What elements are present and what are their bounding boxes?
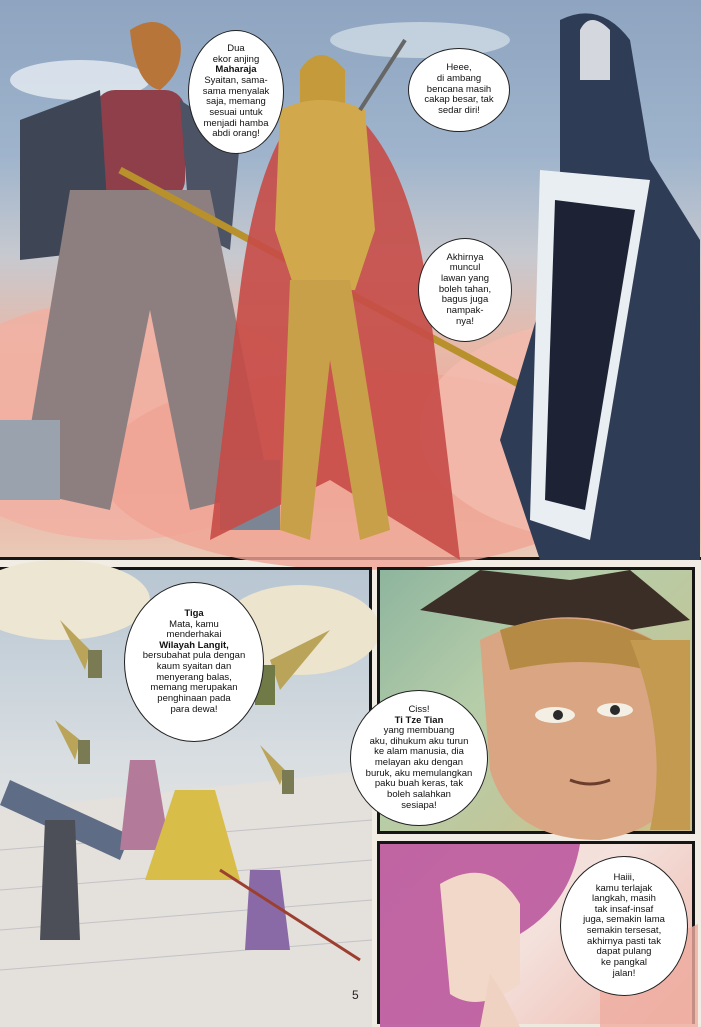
bubble-1-line-9: abdi orang! bbox=[212, 128, 260, 140]
bubble-4-line-3: menderhakai bbox=[166, 629, 222, 641]
speech-bubble-2 bbox=[408, 48, 510, 132]
bubble-5-line-5: ke alam manusia, dia bbox=[374, 746, 464, 758]
bubble-4-line-10: para dewa! bbox=[170, 703, 218, 715]
bubble-2-line-3: bencana masih bbox=[426, 83, 492, 95]
bubble-5-line-7: buruk, aku memulangkan bbox=[365, 767, 473, 779]
bubble-6-line-1: Haiii, bbox=[613, 871, 635, 883]
bubble-6-line-8: dapat pulang bbox=[596, 946, 652, 958]
bubble-4-line-2: Mata, kamu bbox=[169, 618, 219, 630]
bubble-6-line-9: ke pangkal bbox=[601, 956, 647, 968]
bubble-6-line-6: semakin tersesat, bbox=[586, 925, 662, 936]
bubble-2-line-5: sedar diri! bbox=[438, 104, 480, 116]
bubble-3-line-6: nampak- bbox=[446, 304, 484, 316]
bubble-5-line-4: aku, dihukum aku turun bbox=[369, 735, 469, 747]
bubble-3-line-4: boleh tahan, bbox=[438, 283, 492, 295]
speech-bubble-4 bbox=[124, 582, 264, 742]
bubble-1-line-3: Maharaja bbox=[215, 64, 257, 76]
bubble-1-line-6: saja, memang bbox=[206, 96, 266, 108]
bubble-1-line-1: Dua bbox=[227, 43, 245, 55]
bubble-6-line-3: langkah, masih bbox=[592, 893, 656, 905]
bubble-4-line-4: Wilayah Langit, bbox=[159, 639, 229, 651]
bubble-1-line-2: ekor anjing bbox=[212, 53, 260, 65]
bubble-4-line-1: Tiga bbox=[184, 607, 204, 619]
page-number: 5 bbox=[352, 988, 359, 1002]
bubble-2-line-2: di ambang bbox=[436, 73, 482, 85]
speech-bubble-3 bbox=[418, 238, 512, 342]
bubble-6-line-10: jalan! bbox=[612, 967, 636, 979]
bubble-1-line-5: sama menyalak bbox=[202, 85, 270, 97]
bubble-6-line-5: juga, semakin lama bbox=[583, 914, 665, 926]
bubble-1-line-8: menjadi hamba bbox=[203, 117, 269, 129]
bubble-6-line-7: akhirnya pasti tak bbox=[587, 935, 661, 947]
bubble-5-line-1: Ciss! bbox=[408, 703, 430, 715]
bubble-1-line-7: sesuai untuk bbox=[209, 106, 263, 118]
bubble-4-line-6: kaum syaitan dan bbox=[156, 661, 232, 672]
bubble-2-line-4: cakap besar, tak bbox=[424, 94, 494, 106]
bubble-6-line-4: tak insaf-insaf bbox=[594, 903, 654, 915]
bubble-3-line-2: muncul bbox=[449, 262, 481, 274]
bubble-5-line-10: sesiapa! bbox=[401, 799, 437, 811]
bubble-3-line-7: nya! bbox=[456, 315, 474, 327]
bubble-4-line-9: penghinaan pada bbox=[157, 692, 231, 704]
bubble-2-line-1: Heee, bbox=[446, 62, 472, 74]
bubble-4-line-8: memang merupakan bbox=[150, 682, 238, 694]
bubble-3-line-1: Akhirnya bbox=[446, 251, 484, 263]
bubble-6-line-2: kamu terlajak bbox=[595, 882, 653, 894]
bubble-5-line-2: Ti Tze Tian bbox=[394, 714, 444, 726]
panel-3-closeup-face bbox=[365, 567, 695, 834]
speech-bubble-5 bbox=[350, 690, 488, 826]
bubble-4-line-7: menyerang balas, bbox=[156, 671, 232, 683]
bubble-4-line-5: bersubahat pula dengan bbox=[142, 650, 246, 662]
bubble-3-line-5: bagus juga bbox=[441, 294, 489, 306]
bubble-1-line-4: Syaitan, sama- bbox=[204, 75, 268, 87]
right-warrior-figure bbox=[500, 13, 700, 560]
bubble-5-line-6: melayan aku dengan bbox=[374, 757, 464, 768]
panel-2-battle-scene bbox=[0, 567, 372, 1024]
bubble-5-line-3: yang membuang bbox=[383, 725, 455, 737]
bubble-3-line-3: lawan yang bbox=[440, 273, 490, 285]
bubble-5-line-9: boleh salahkan bbox=[387, 788, 451, 800]
panel-4-praying-woman bbox=[377, 841, 695, 1024]
bubble-5-line-8: paku buah keras, tak bbox=[374, 778, 464, 790]
speech-bubble-6 bbox=[560, 856, 688, 996]
speech-bubble-1 bbox=[188, 30, 284, 154]
